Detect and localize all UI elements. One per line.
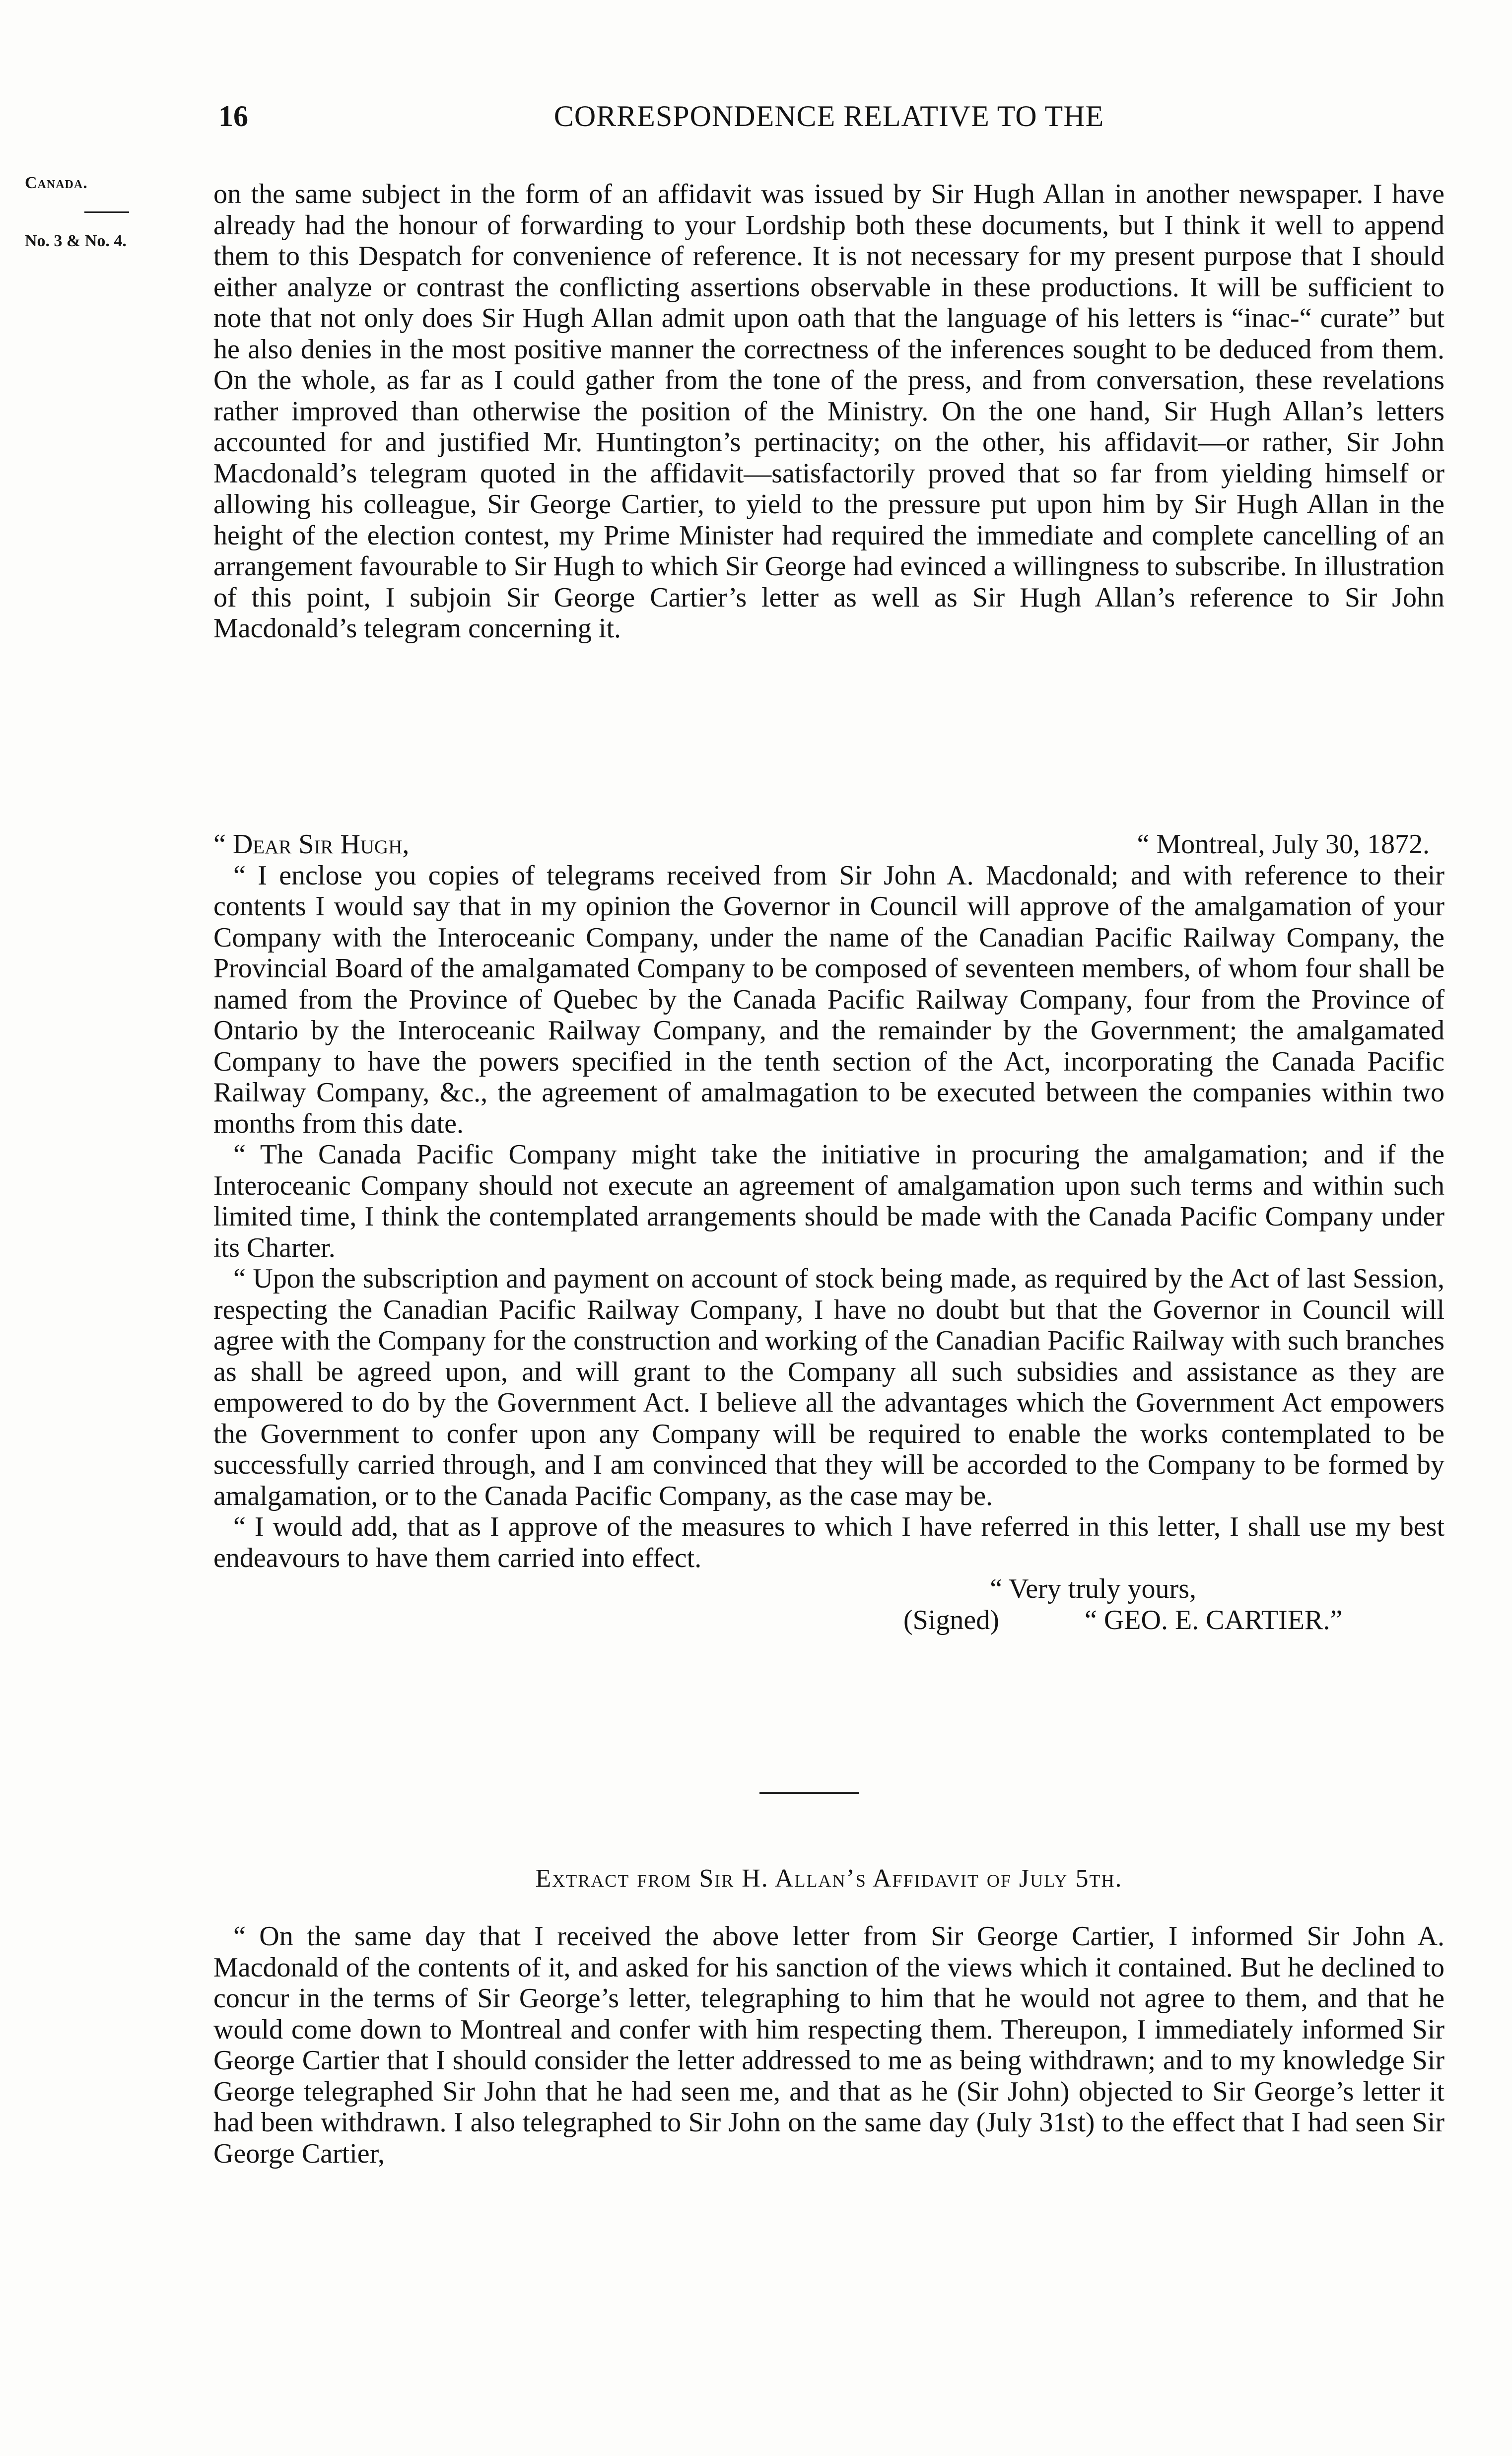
- letter-dateline: “ Montreal, July 30, 1872.: [1137, 829, 1430, 860]
- letter-heading: [213, 829, 1444, 860]
- extract-text: [213, 1921, 1444, 2169]
- intro-text: [213, 179, 1444, 644]
- letter-closing: “ Very truly yours,: [990, 1573, 1196, 1604]
- margin-note-reference: No. 3 & No. 4.: [25, 232, 127, 250]
- letter-signature: “ GEO. E. CARTIER.”: [1085, 1604, 1343, 1636]
- letter-paragraph: “ Upon the subscription and payment on account of stock being made, as required by the Act of last Session, respecting the Canadian Pacific Railway Company, I have no doubt but that the Governor in Council will agree with the Company for the construction and working of the Canadian Pacific Railway with such branches as shall be agreed upon, and will grant to the Company all such subsidies and assistance as they are empowered to do by the Government Act. I believe all the advantages which the Government Act empowers the Government to confer upon any Company will be required to enable the works contemplated to be successfully carried through, and I am convinced that they will be accorded to the Company to be formed by amalgamation, or to the Canada Pacific Company, as the case may be.: [213, 1263, 1444, 1511]
- letter-paragraph: “ The Canada Pacific Company might take the initiative in procuring the amalgamation; and if the Interoceanic Company should not execute an agreement of amalgamation upon such terms and within such limited time, I think the contemplated arrangements should be made with the Canada Pacific Company under its Charter.: [213, 1139, 1444, 1263]
- page-number: 16: [218, 100, 248, 133]
- signed-label: (Signed): [903, 1604, 999, 1636]
- letter-salutation: “ Dear Sir Hugh,: [213, 829, 410, 860]
- letter-paragraph: “ I enclose you copies of telegrams received from Sir John A. Macdonald; and with reference to their contents I would say that in my opinion the Governor in Council will approve of the amalgamation of your Company with the Interoceanic Company, under the name of the Canadian Pacific Railway Company, the Provincial Board of the amalgamated Company to be composed of seventeen members, of whom four shall be named from the Province of Quebec by the Canada Pacific Railway Company, four from the Province of Ontario by the Interoceanic Railway Company, and the remainder by the Government; the amalgamated Company to have the powers specified in the tenth section of the Act, incorporating the Canada Pacific Railway Company, &c., the agreement of amalmagation to be executed between the companies within two months from this date.: [213, 860, 1444, 1139]
- extract-heading: Extract from Sir H. Allan’s Affidavit of July 5th.: [535, 1864, 1123, 1893]
- letter-paragraph: “ I would add, that as I approve of the measures to which I have referred in this letter, I shall use my best endeavours to have them carried into effect.: [213, 1511, 1444, 1573]
- margin-rule: [84, 211, 129, 213]
- page-header: [213, 99, 1444, 144]
- section-divider: [759, 1792, 859, 1794]
- cartier-letter: [213, 829, 1444, 1636]
- margin-notes: [25, 174, 204, 251]
- extract-paragraph: “ On the same day that I received the above letter from Sir George Cartier, I informed Sir John A. Macdonald of the contents of it, and asked for his sanction of the views which it contained. But he declined to concur in the terms of Sir George’s letter, telegraphing to him that he would not agree to them, and that he would come down to Montreal and confer with him respecting them. Thereupon, I immediately informed Sir George Cartier that I should consider the letter addressed to me as being withdrawn; and to my knowledge Sir George telegraphed Sir John that he had seen me, and that as he (Sir John) objected to Sir George’s letter it had been withdrawn. I also telegraphed to Sir John on the same day (July 31st) to the effect that I had seen Sir George Cartier,: [213, 1921, 1444, 2169]
- intro-paragraph: on the same subject in the form of an affidavit was issued by Sir Hugh Allan in another newspaper. I have already had the honour of forwarding to your Lordship both these documents, but I think it well to append them to this Despatch for convenience of reference. It is not necessary for my present purpose that I should either analyze or contrast the conflicting assertions observable in these productions. It will be sufficient to note that not only does Sir Hugh Allan admit upon oath that the language of his letters is “inac-“ curate” but he also denies in the most positive manner the correctness of the inferences sought to be deduced from them. On the whole, as far as I could gather from the tone of the press, and from conversation, these revelations rather improved than otherwise the position of the Ministry. On the one hand, Sir Hugh Allan’s letters accounted for and justified Mr. Huntington’s pertinacity; on the other, his affidavit—or rather, Sir John Macdonald’s telegram quoted in the affidavit—satisfactorily proved that so far from yielding himself or allowing his colleague, Sir George Cartier, to yield to the pressure put upon him by Sir Hugh Allan in the height of the election contest, my Prime Minister had required the immediate and complete cancelling of an arrangement favourable to Sir Hugh to which Sir George had evinced a willingness to subscribe. In illustration of this point, I subjoin Sir George Cartier’s letter as well as Sir Hugh Allan’s reference to Sir John Macdonald’s telegram concerning it.: [213, 179, 1444, 644]
- letter-signature-line: [213, 1605, 1444, 1636]
- margin-note-country: Canada.: [25, 174, 88, 192]
- running-head: CORRESPONDENCE RELATIVE TO THE: [553, 100, 1104, 133]
